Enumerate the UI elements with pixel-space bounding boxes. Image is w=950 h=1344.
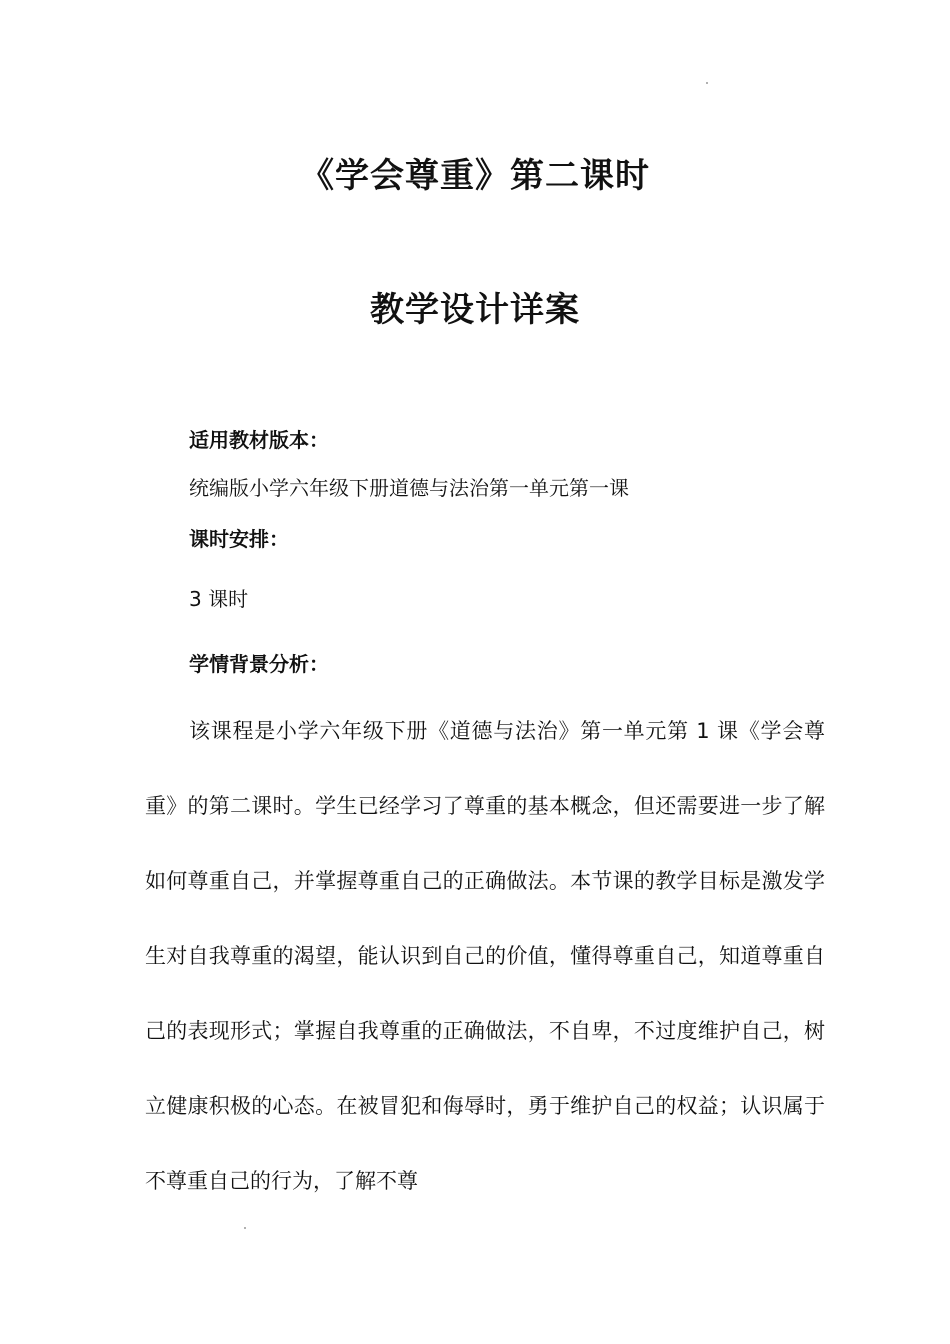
document-title: 《学会尊重》第二课时 [300,156,650,196]
class-schedule-value: 3 课时 [189,587,249,611]
background-analysis-text: 该课程是小学六年级下册《道德与法治》第一单元第 1 课《学会尊重》的第二课时。学生已经学习了尊重的基本概念，但还需要进一步了解如何尊重自己，并掌握尊重自己的正确做法。本节课的教学目标是激发学生对自我尊重的渴望，能认识到自己的价值，懂得尊重自己，知道尊重自己的表现形式；掌握自我尊重的正确做法，不自卑，不过度维护自己，树立健康积极的心态。在被冒犯和侮辱时，勇于维护自己的权益；认识属于不尊重自己的行为，了解不尊 [145,719,825,1193]
textbook-version-label: 适用教材版本： [189,428,329,452]
textbook-version-value: 统编版小学六年级下册道德与法治第一单元第一课 [189,476,629,500]
document-subtitle: 教学设计详案 [370,290,580,330]
scan-speck [244,1227,246,1229]
scan-speck [706,82,708,84]
class-schedule-label: 课时安排： [189,527,289,551]
background-analysis-label: 学情背景分析： [189,652,329,676]
